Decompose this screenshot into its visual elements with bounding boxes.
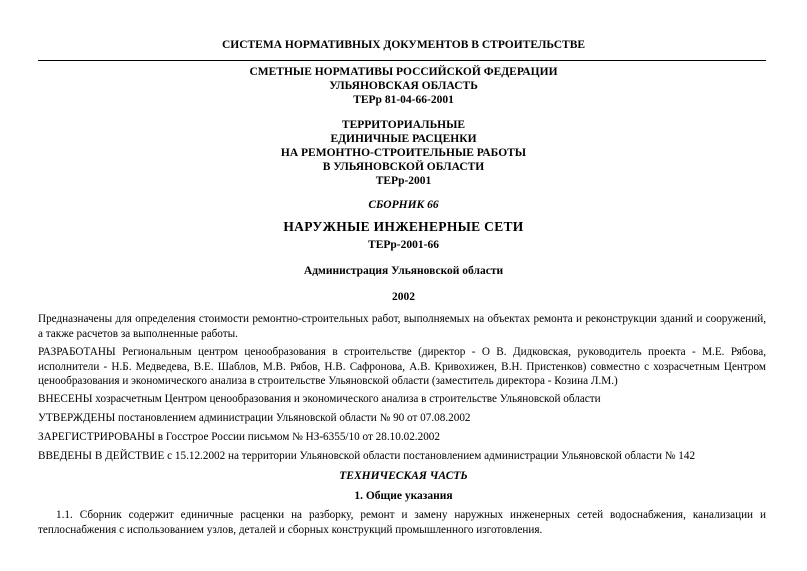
- header-code: ТЕРр 81-04-66-2001: [353, 94, 454, 106]
- system-heading: СИСТЕМА НОРМАТИВНЫХ ДОКУМЕНТОВ В СТРОИТЕЛЬСТВЕ: [221, 39, 586, 51]
- collection-number: СБОРНИК 66: [368, 199, 439, 211]
- collection-name: НАРУЖНЫЕ ИНЖЕНЕРНЫЕ СЕТИ: [283, 219, 524, 234]
- title-line-2: ЕДИНИЧНЫЕ РАСЦЕНКИ: [330, 133, 477, 145]
- header-line-1: СМЕТНЫЕ НОРМАТИВЫ РОССИЙСКОЙ ФЕДЕРАЦИИ: [249, 66, 558, 78]
- year: 2002: [392, 291, 415, 303]
- general-section-heading: 1. Общие указания: [354, 490, 453, 502]
- purpose-paragraph: Предназначены для определения стоимости ремонтно-строительных работ, выполняемых на объектах ремонта и реконструкции зданий и сооружений, а также расчетов за выполненные работы.: [38, 313, 766, 340]
- registered-paragraph: ЗАРЕГИСТРИРОВАНЫ в Госстрое России письмом № НЗ-6355/10 от 28.10.02.2002: [38, 431, 440, 443]
- collection-code: ТЕРр-2001-66: [368, 239, 439, 251]
- title-line-4: В УЛЬЯНОВСКОЙ ОБЛАСТИ: [322, 161, 485, 173]
- title-line-5: ТЕРр-2001: [375, 175, 432, 187]
- organization: Администрация Ульяновской области: [303, 265, 504, 277]
- enacted-paragraph: ВВЕДЕНЫ В ДЕЙСТВИЕ с 15.12.2002 на территории Ульяновской области постановлением администрации Ульяновской области № 142: [38, 450, 696, 462]
- developed-paragraph: РАЗРАБОТАНЫ Региональным центром ценообразования в строительстве (директор - О В. Дидковская, руководитель проекта - М.Е. Рябова, исполнители - Н.Б. Медведева, В.Е. Шаблов, М.В. Рябов, Н.В. Сафронова, А.В. Кривохижен, В.Н. Пристенков) совместно с хозрасчетным Центром ценообразования и экономического анализа в строительстве Ульяновской области (заместитель директора - Козина Л.М.): [38, 346, 766, 387]
- title-line-3: НА РЕМОНТНО-СТРОИТЕЛЬНЫЕ РАБОТЫ: [280, 147, 527, 159]
- title-line-1: ТЕРРИТОРИАЛЬНЫЕ: [341, 119, 466, 131]
- introduced-paragraph: ВНЕСЕНЫ хозрасчетным Центром ценообразования и экономического анализа в строительстве Ульяновской области: [38, 393, 601, 405]
- clause-1-1: 1.1. Сборник содержит единичные расценки на разборку, ремонт и замену наружных инженерных сетей водоснабжения, канализации и теплоснабжения с использованием узлов, деталей и сборных конструкций промышленного изготовления.: [38, 509, 766, 536]
- approved-paragraph: УТВЕРЖДЕНЫ постановлением администрации Ульяновской области № 90 от 07.08.2002: [38, 412, 471, 424]
- header-rule: [38, 60, 766, 61]
- header-line-2: УЛЬЯНОВСКАЯ ОБЛАСТЬ: [329, 80, 478, 92]
- technical-part-heading: ТЕХНИЧЕСКАЯ ЧАСТЬ: [339, 470, 468, 482]
